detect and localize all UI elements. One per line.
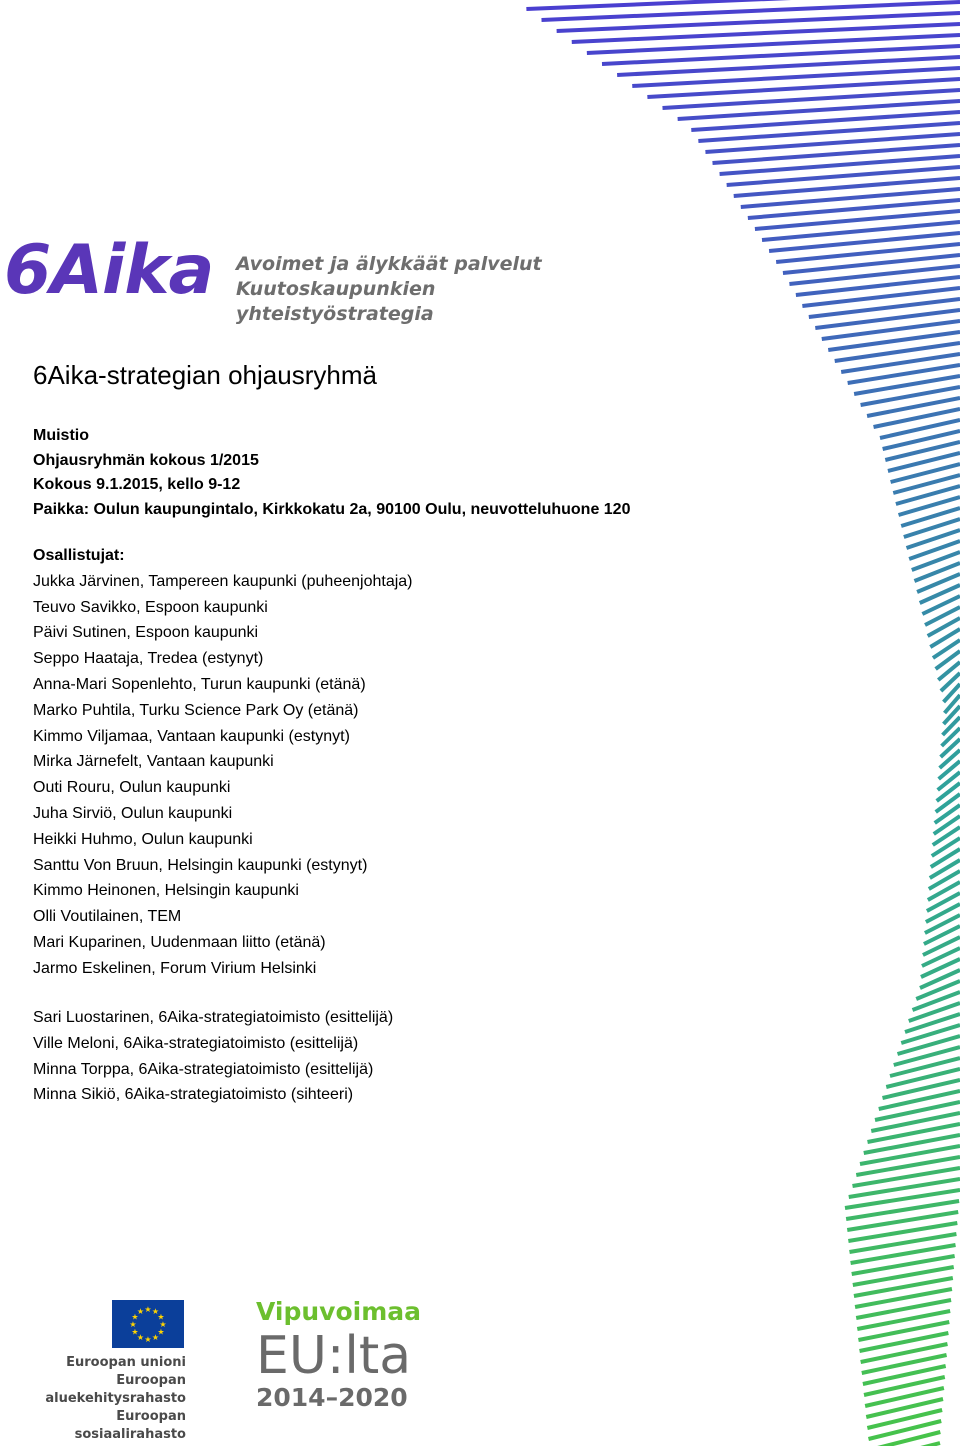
eu-star-icon: ★: [131, 1327, 139, 1337]
participant: Olli Voutilainen, TEM: [33, 908, 182, 926]
eu-star-icon: ★: [157, 1312, 165, 1322]
eu-star-icon: ★: [151, 1332, 160, 1342]
logo-mark: 6Aika: [4, 231, 214, 310]
participant: Jukka Järvinen, Tampereen kaupunki (puheenjohtaja): [33, 572, 413, 590]
participant: Kimmo Viljamaa, Vantaan kaupunki (estynyt): [33, 727, 350, 745]
participant: Santtu Von Bruun, Helsingin kaupunki (estynyt): [33, 856, 368, 874]
participant: Kimmo Heinonen, Helsingin kaupunki: [33, 882, 299, 900]
participant: Mari Kuparinen, Uudenmaan liitto (etänä): [33, 933, 326, 951]
presenters-section: [33, 1005, 393, 1108]
presenter: Sari Luostarinen, 6Aika-strategiatoimisto (esittelijä): [33, 1009, 394, 1026]
eu-star-icon: ★: [159, 1320, 167, 1329]
eu-star-icon: ★: [129, 1320, 137, 1329]
participant: Marko Puhtila, Turku Science Park Oy (etänä): [33, 701, 359, 719]
vip-years: 2014–2020: [256, 1383, 408, 1412]
participant: Mirka Järnefelt, Vantaan kaupunki: [33, 753, 274, 771]
logo-subtitle-line2: Kuutoskaupunkien yhteistyöstrategia: [236, 278, 436, 325]
eu-line2: Euroopan aluekehitysrahasto: [45, 1373, 186, 1406]
presenter: Minna Sikiö, 6Aika-strategiatoimisto (sihteeri): [33, 1086, 354, 1104]
eu-star-icon: ★: [144, 1335, 152, 1344]
participant: Teuvo Savikko, Espoon kaupunki: [33, 598, 268, 616]
vip-eu: EU:lta: [256, 1326, 412, 1386]
eu-funding-text: [2, 1354, 186, 1444]
eu-star-icon: ★: [136, 1307, 145, 1317]
participants-section: [33, 543, 413, 982]
meeting-info: [33, 424, 630, 522]
6aika-logo: [4, 231, 542, 325]
participant: Seppo Haataja, Tredea (estynyt): [33, 650, 264, 668]
eu-line3: Euroopan sosiaalirahasto: [74, 1409, 186, 1442]
meeting-date: Kokous 9.1.2015, kello 9-12: [33, 476, 241, 493]
eu-star-icon: ★: [151, 1307, 160, 1317]
participant: Outi Rouru, Oulun kaupunki: [33, 779, 231, 797]
meeting-name: Ohjausryhmän kokous 1/2015: [33, 451, 259, 469]
logo-subtitle: [236, 252, 616, 327]
eu-star-icon: ★: [131, 1312, 139, 1322]
vipuvoimaa-logo: [256, 1296, 436, 1412]
eu-star-icon: ★: [136, 1332, 145, 1342]
vip-title: Vipuvoimaa: [256, 1297, 422, 1326]
eu-star-icon: ★: [157, 1327, 165, 1337]
presenter: Minna Torppa, 6Aika-strategiatoimisto (esittelijä): [33, 1060, 374, 1078]
eu-flag-icon: [112, 1300, 184, 1348]
participants-heading: Osallistujat:: [33, 547, 125, 564]
participant: Heikki Huhmo, Oulun kaupunki: [33, 830, 253, 848]
presenter: Ville Meloni, 6Aika-strategiatoimisto (esittelijä): [33, 1034, 359, 1052]
participant: Jarmo Eskelinen, Forum Virium Helsinki: [33, 959, 317, 977]
logo-subtitle-line1: Avoimet ja älykkäät palvelut: [236, 253, 542, 275]
participant: Anna-Mari Sopenlehto, Turun kaupunki (etänä): [33, 675, 366, 693]
participant: Päivi Sutinen, Espoon kaupunki: [33, 624, 259, 642]
document-type: Muistio: [33, 427, 89, 444]
meeting-place: Paikka: Oulun kaupungintalo, Kirkkokatu 2a, 90100 Oulu, neuvotteluhuone 120: [33, 500, 631, 518]
eu-star-icon: ★: [144, 1305, 152, 1314]
participant: Juha Sirviö, Oulun kaupunki: [33, 804, 233, 822]
document-title: 6Aika-strategian ohjausryhmä: [33, 360, 377, 390]
eu-line1: Euroopan unioni: [66, 1355, 186, 1370]
